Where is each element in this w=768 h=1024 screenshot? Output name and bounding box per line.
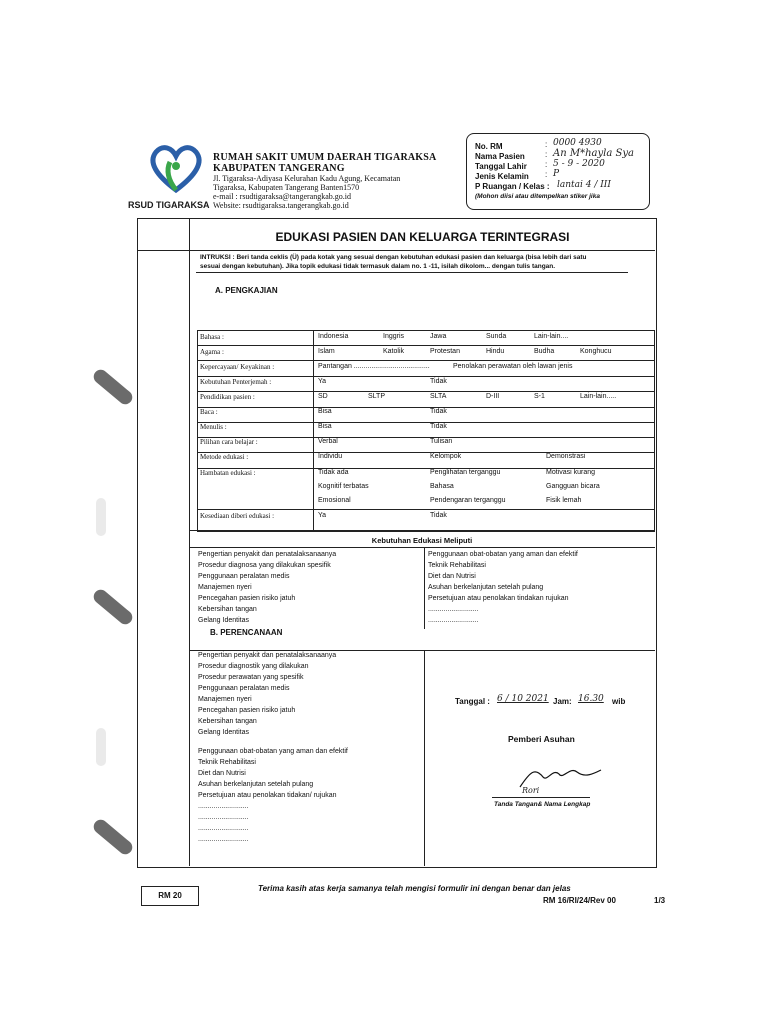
checkbox-option[interactable]: Lain-lain..... [580, 393, 617, 400]
plan-item[interactable]: Teknik Rehabilitasi [198, 759, 256, 766]
checkbox-option[interactable]: Pantangan ....................................... [318, 363, 430, 370]
label-tgl-lahir: Tanggal Lahir [475, 162, 527, 171]
section-a-heading: A. PENGKAJIAN [215, 286, 278, 295]
time-value: 16.30 [578, 694, 604, 704]
checkbox-option[interactable]: Verbal [318, 438, 338, 445]
plan-item[interactable]: Diet dan Nutrisi [198, 770, 246, 777]
date-value: 6 / 10 2021 [497, 694, 549, 704]
checkbox-option[interactable]: Ya [318, 378, 327, 385]
time-label: Jam: [553, 697, 572, 706]
plan-item[interactable]: Penggunaan peralatan medis [198, 685, 290, 692]
plan-item[interactable]: Penggunaan obat-obatan yang aman dan efektif [198, 748, 348, 755]
instruction-line-2: sesuai dengan kebutuhan). Jika topik edukasi tidak termasuk dalam no. 1 -11, isilah dikolom... dengan tulis tangan. [200, 263, 556, 270]
hospital-name: RUMAH SAKIT UMUM DAERAH TIGARAKSA [213, 152, 437, 163]
patient-id-box: No. RM Nama Pasien Tanggal Lahir Jenis Kelamin P Ruangan / Kelas : : : : : 0000 4930 An M*hayla Sya 5 - 9 - 2020 P lantai 4 / III (Mohon diisi atau ditempelkan stiker jika [466, 133, 650, 210]
plan-item[interactable]: Manajemen nyeri [198, 696, 252, 703]
checkbox-option[interactable]: Islam [318, 348, 335, 355]
checkbox-option[interactable]: SD [318, 393, 328, 400]
binder-ring [91, 817, 135, 857]
checkbox-option[interactable]: Tidak [430, 423, 447, 430]
value-nama: An M*hayla Sya [553, 148, 634, 159]
assessment-row-label: Bahasa : [200, 333, 224, 341]
patient-box-note: (Mohon diisi atau ditempelkan stiker jika [475, 193, 600, 200]
time-unit: wib [612, 697, 626, 706]
checkbox-option[interactable]: Lain-lain.... [534, 333, 569, 340]
needs-item[interactable]: Prosedur diagnosa yang dilakukan spesifik [198, 562, 331, 569]
needs-item[interactable]: Kebersihan tangan [198, 606, 257, 613]
checkbox-option[interactable]: Hindu [486, 348, 505, 355]
plan-item[interactable]: Asuhan berkelanjutan setelah pulang [198, 781, 314, 788]
hospital-address-2: Tigaraksa, Kabupaten Tangerang Banten1570 [213, 183, 360, 192]
label-nama: Nama Pasien [475, 152, 525, 161]
plan-item[interactable]: Prosedur perawatan yang spesifik [198, 674, 304, 681]
value-jenis-kelamin: P [553, 169, 560, 179]
checkbox-option[interactable]: Ya [318, 512, 327, 519]
assessment-row-label: Kebutuhan Penterjemah : [200, 378, 272, 386]
binder-ring [91, 587, 135, 627]
checkbox-option[interactable]: Bisa [318, 408, 332, 415]
value-no-rm: 0000 4930 [553, 138, 602, 148]
assessment-row-label: Menulis : [200, 423, 227, 431]
needs-item[interactable]: Teknik Rehabilitasi [428, 562, 486, 569]
label-ruangan: P Ruangan / Kelas : [475, 182, 550, 191]
assessment-row-label: Kepercayaan/ Keyakinan : [200, 363, 275, 371]
plan-item[interactable]: .......................... [198, 814, 249, 821]
rm-code-box: RM 20 [141, 886, 199, 906]
plan-item[interactable]: Persetujuan atau penolakan tidakan/ rujukan [198, 792, 337, 799]
binder-hole [96, 728, 106, 766]
hospital-logo [146, 140, 206, 198]
signature-name: Rori [522, 786, 540, 795]
needs-item[interactable]: Manajemen nyeri [198, 584, 252, 591]
needs-item[interactable]: Penggunaan peralatan medis [198, 573, 290, 580]
form-code: RM 16/RI/24/Rev 00 [543, 896, 616, 905]
checkbox-option[interactable]: Tidak [430, 408, 447, 415]
needs-item[interactable]: Asuhan berkelanjutan setelah pulang [428, 584, 544, 591]
checkbox-option[interactable]: Inggris [383, 333, 405, 340]
giver-label: Pemberi Asuhan [508, 734, 575, 744]
plan-item[interactable]: Kebersihan tangan [198, 718, 257, 725]
plan-item[interactable]: Prosedur diagnostik yang dilakukan [198, 663, 309, 670]
checkbox-option[interactable]: Tidak [430, 378, 447, 385]
checkbox-option[interactable]: Penglihatan terganggu [430, 469, 501, 476]
label-jenis-kelamin: Jenis Kelamin [475, 172, 529, 181]
checkbox-option[interactable]: Indonesia [318, 333, 349, 340]
assessment-row-label: Baca : [200, 408, 218, 416]
checkbox-option[interactable]: Sunda [486, 333, 507, 340]
plan-item[interactable]: .......................... [198, 825, 249, 832]
value-tgl-lahir: 5 - 9 - 2020 [553, 159, 605, 169]
checkbox-option[interactable]: S-1 [534, 393, 545, 400]
plan-item[interactable]: Pencegahan pasien risiko jatuh [198, 707, 296, 714]
needs-header: Kebutuhan Edukasi Meliputi [371, 536, 473, 545]
plan-item[interactable]: Pengertian penyakit dan penatalaksanaanya [198, 652, 337, 659]
checkbox-option[interactable]: Jawa [430, 333, 447, 340]
checkbox-option[interactable]: Katolik [383, 348, 405, 355]
label-no-rm: No. RM [475, 142, 503, 151]
form-title: EDUKASI PASIEN DAN KELUARGA TERINTEGRASI [275, 230, 570, 244]
needs-item[interactable]: .......................... [428, 617, 479, 624]
needs-item[interactable]: Pencegahan pasien risiko jatuh [198, 595, 296, 602]
checkbox-option[interactable]: Gangguan bicara [546, 483, 600, 490]
assessment-row-label: Agama : [200, 348, 224, 356]
checkbox-option[interactable]: Protestan [430, 348, 460, 355]
date-label: Tanggal : [455, 697, 490, 706]
checkbox-option[interactable]: Individu [318, 453, 343, 460]
needs-item[interactable]: .......................... [428, 606, 479, 613]
checkbox-option[interactable]: Emosional [318, 497, 351, 504]
signature-caption: Tanda Tangan& Nama Lengkap [494, 801, 591, 808]
checkbox-option[interactable]: Budha [534, 348, 555, 355]
hospital-address: Jl. Tigaraksa-Adiyasa Kelurahan Kadu Agung, Kecamatan [213, 174, 401, 183]
assessment-row-label: Pendidikan pasien : [200, 393, 255, 401]
hospital-regency: KABUPATEN TANGERANG [213, 163, 345, 174]
assessment-row-label: Metode edukasi : [200, 453, 249, 461]
needs-item[interactable]: Gelang Identitas [198, 617, 249, 624]
checkbox-option[interactable]: Kognitif terbatas [318, 483, 369, 490]
checkbox-option[interactable]: Motivasi kurang [546, 469, 596, 476]
checkbox-option[interactable]: Penolakan perawatan oleh lawan jenis [453, 363, 573, 370]
plan-item[interactable]: Gelang Identitas [198, 729, 249, 736]
needs-item[interactable]: Persetujuan atau penolakan tindakan rujukan [428, 595, 569, 602]
value-ruangan: lantai 4 / III [557, 180, 611, 190]
checkbox-option[interactable]: Tidak ada [318, 469, 349, 476]
needs-item[interactable]: Penggunaan obat-obatan yang aman dan efektif [428, 551, 578, 558]
instruction-line-1: INTRUKSI : Beri tanda ceklis (Ü) pada kotak yang sesuai dengan kebutuhan edukasi pasien dan keluarga (bisa lebih dari satu [200, 254, 587, 261]
needs-item[interactable]: Diet dan Nutrisi [428, 573, 476, 580]
checkbox-option[interactable]: SLTA [430, 393, 447, 400]
checkbox-option[interactable]: Kelompok [430, 453, 462, 460]
logo-text: RSUD TIGARAKSA [128, 200, 210, 210]
assessment-row-label: Kesediaan diberi edukasi : [200, 512, 275, 520]
assessment-row-label: Pilihan cara belajar : [200, 438, 258, 446]
plan-item[interactable]: .......................... [198, 803, 249, 810]
assessment-table [197, 330, 655, 532]
checkbox-option[interactable]: Tidak [430, 512, 447, 519]
checkbox-option[interactable]: Tulisan [430, 438, 453, 445]
checkbox-option[interactable]: D-III [486, 393, 500, 400]
checkbox-option[interactable]: Demonstrasi [546, 453, 586, 460]
assessment-row-label: Hambatan edukasi : [200, 469, 256, 477]
needs-item[interactable]: Pengertian penyakit dan penatalaksanaanya [198, 551, 337, 558]
checkbox-option[interactable]: Pendengaran terganggu [430, 497, 506, 504]
checkbox-option[interactable]: Konghucu [580, 348, 612, 355]
binder-hole [96, 498, 106, 536]
page-number: 1/3 [654, 896, 666, 905]
hospital-email: e-mail : rsudtigaraksa@tangerangkab.go.id [213, 192, 351, 201]
checkbox-option[interactable]: Bahasa [430, 483, 454, 490]
checkbox-option[interactable]: SLTP [368, 393, 385, 400]
checkbox-option[interactable]: Bisa [318, 423, 332, 430]
checkbox-option[interactable]: Fisik lemah [546, 497, 582, 504]
section-b-heading: B. PERENCANAAN [210, 628, 283, 637]
thanks-note: Terima kasih atas kerja samanya telah mengisi formulir ini dengan benar dan jelas [258, 884, 571, 893]
binder-ring [91, 367, 135, 407]
plan-item[interactable]: .......................... [198, 836, 249, 843]
hospital-website: Website: rsudtigaraksa.tangerangkab.go.id [213, 201, 349, 210]
